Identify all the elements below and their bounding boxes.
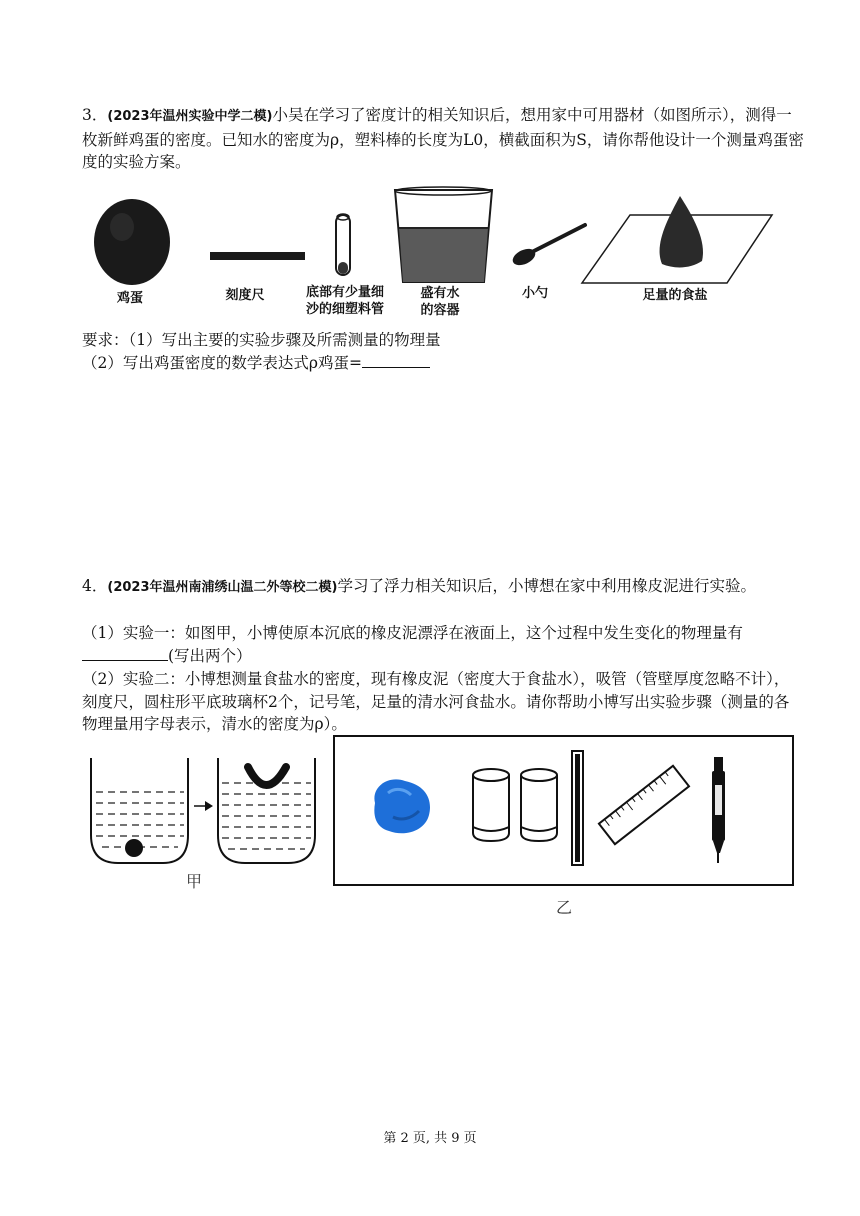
figure-yi-label: 乙: [556, 898, 573, 917]
question-4-intro: 学习了浮力相关知识后，小博想在家中利用橡皮泥进行实验。: [337, 577, 756, 595]
caption-container-line1: 盛有水: [420, 286, 460, 301]
question-4-part-1-suffix: (写出两个）: [168, 646, 252, 665]
answer-blank: [362, 353, 430, 368]
caption-tube-line1: 底部有少量细: [305, 285, 384, 300]
question-4-source: (2023年温州南浦绣山温二外等校二模): [107, 580, 338, 595]
question-4-number: 4．: [82, 577, 108, 595]
ruler-illustration: [210, 252, 305, 260]
page-number-footer: 第 2 页, 共 9 页: [383, 1131, 477, 1146]
question-3-requirement-2: [82, 352, 804, 375]
caption-spoon: 小勺: [521, 286, 548, 301]
caption-ruler: 刻度尺: [225, 288, 265, 303]
question-4-text: [82, 575, 804, 600]
question-3-number: 3．: [82, 106, 108, 124]
sunk-clay-ball: [125, 839, 143, 857]
figure-jia-label: 甲: [186, 872, 203, 891]
question-3-requirement-2-text: （2）写出鸡蛋密度的数学表达式ρ鸡蛋=: [82, 354, 362, 372]
figure-jia: [88, 755, 318, 870]
answer-blank: [82, 646, 168, 661]
caption-egg: 鸡蛋: [116, 291, 143, 306]
question-4-part-2: （2）实验二：小博想测量食盐水的密度，现有橡皮泥（密度大于食盐水），吸管（管壁厚度忽略不计），刻度尺，圆柱形平底玻璃杯2个，记号笔，足量的清水河食盐水。请你帮助小博写出实验步骤（测量的各物理量用字母表示，清水的密度为ρ）。: [82, 670, 790, 733]
spoon-illustration: [510, 225, 585, 268]
question-3-body: 小吴在学习了密度计的相关知识后，想用家中可用器材（如图所示），测得一枚新鲜鸡蛋的密度。已知水的密度为ρ，塑料棒的长度为L0，横截面积为S，请你帮他设计一个测量鸡蛋密度的实验方案。: [82, 106, 804, 171]
question-3-requirement-1: 要求：（1）写出主要的实验步骤及所需测量的物理量: [82, 331, 441, 349]
salt-illustration: [582, 196, 772, 283]
question-4-part-1-text: （1）实验一：如图甲，小博使原本沉底的橡皮泥漂浮在液面上，这个过程中发生变化的物理量有: [82, 624, 743, 642]
question-3-text: [82, 104, 804, 174]
caption-container: [405, 285, 475, 319]
caption-tube-line2: 沙的细塑料管: [305, 302, 384, 317]
caption-container-line2: 的容器: [420, 303, 460, 318]
caption-salt: 足量的食盐: [642, 288, 708, 303]
question-3-figure: [82, 185, 782, 285]
straw-illustration: [572, 751, 583, 865]
figure-yi: [333, 735, 795, 887]
floating-clay-boat: [248, 767, 286, 785]
caption-tube: [290, 284, 400, 318]
tube-illustration: [336, 214, 350, 275]
egg-illustration: [94, 199, 170, 285]
question-4-part-1: [82, 622, 804, 667]
question-3-source: (2023年温州实验中学二模): [107, 109, 273, 124]
container-illustration: [395, 187, 492, 282]
